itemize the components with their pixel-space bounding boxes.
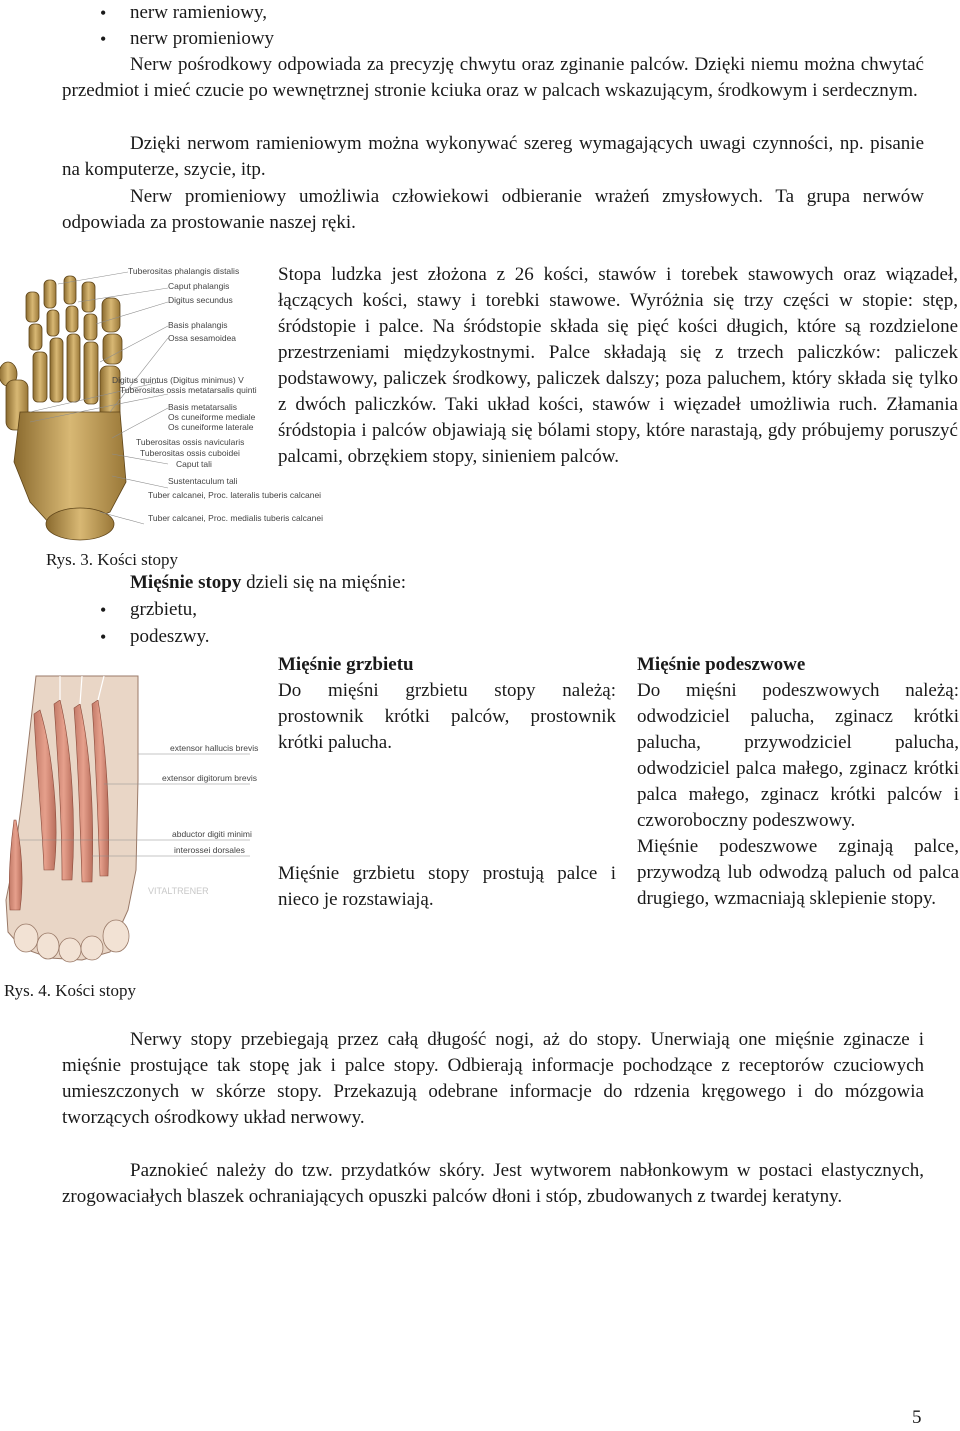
bone-label: Os cuneiforme laterale — [168, 422, 254, 432]
muscle-label: extensor hallucis brevis — [170, 743, 259, 753]
list-item: • nerw ramieniowy, — [130, 0, 267, 26]
bone-label: Tuberositas ossis navicularis — [136, 437, 245, 447]
plantar-function: Mięśnie podeszwowe zginają palce, przywodzą lub odwodzą paluch od palca drugiego, wzmacniają sklepienie stopy. — [637, 836, 959, 909]
bone-label: Caput phalangis — [168, 281, 230, 291]
dorsal-title: Mięśnie grzbietu — [278, 654, 414, 675]
dorsal-text: Do mięśni grzbietu stopy należą: prostownik krótki palców, prostownik krótki palucha. — [278, 680, 616, 753]
bone-label: Tuber calcanei, Proc. medialis tuberis calcanei — [148, 513, 323, 523]
bone-label: Caput tali — [176, 459, 212, 469]
list-item: • grzbietu, — [130, 597, 197, 623]
bone-label: Ossa sesamoidea — [168, 333, 237, 343]
figure-caption: Rys. 3. Kości stopy — [46, 550, 179, 569]
muscle-label: abductor digiti minimi — [172, 829, 252, 839]
list-item: • podeszwy. — [130, 624, 210, 650]
muscle-label: extensor digitorum brevis — [162, 773, 257, 783]
muscles-intro-bold: Mięśnie stopy — [130, 572, 242, 593]
plantar-muscles-section — [637, 652, 959, 912]
bone-label: Os cuneiforme mediale — [168, 412, 256, 422]
bone-label: Tuberositas ossis cuboidei — [140, 448, 240, 458]
muscle-label: interossei dorsales — [174, 845, 245, 855]
bone-label: Digitus secundus — [168, 295, 233, 305]
bone-label: Digitus quintus (Digitus minimus) V — [112, 375, 244, 385]
paragraph-radial-nerve: Dzięki nerwom ramieniowym można wykonywać szereg wymagających uwagi czynności, np. pisanie na komputerze, szycie, itp. — [62, 133, 924, 180]
dorsal-function: Mięśnie grzbietu stopy prostują palce i nieco je rozstawiają. — [278, 863, 616, 910]
paragraph-nail: Paznokieć należy do tzw. przydatków skóry. Jest wytworem nabłonkowym w postaci elastycznych, zrogowaciałych blaszek ochraniających opuszki palców dłoni i stóp, zbudowanych z twardej keratyny. — [62, 1160, 924, 1207]
plantar-title: Mięśnie podeszwowe — [637, 654, 806, 675]
paragraph-foot-bones: Stopa ludzka jest złożona z 26 kości, stawów i torebek stawowych oraz wiązadeł, łączących kości, stawy i torebki stawowe. Wyróżnia się trzy części w stopie: stęp, śródstopie i palce. Na śródstopie składa się pięć kości długich, które są rozdzielone przestrzeniami międzykostnymi. Palce składają się z trzech paliczków: paliczek podstawowy, paliczek środkowy, paliczek dalszy; poza paluchem, który składa się tylko z dwóch paliczków. Taki układ kości, stawów i więzadeł umożliwia ruch. Złamania śródstopia i palców objawiają się bólami stopy, które narastają, gdy próbujemy poruszyć palcami, obrzękiem stopy, sinieniem palców. — [278, 264, 958, 467]
figure-caption: Rys. 4. Kości stopy — [4, 981, 137, 1000]
page-number: 5 — [912, 1407, 922, 1428]
list-item: • nerw promieniowy — [130, 26, 274, 52]
foot-muscles-figure — [0, 670, 259, 970]
muscles-intro-rest: dzieli się na mięśnie: — [241, 572, 406, 593]
plantar-text: Do mięśni podeszwowych należą: odwodziciel palucha, zginacz krótki palucha, przywodziciel palucha, odwodziciel palca małego, zginacz krótki palca małego, zginacz krótki palców i czworoboczny podeszwowy. — [637, 680, 959, 831]
dorsal-muscles-section — [278, 652, 616, 756]
bone-label: Basis phalangis — [168, 320, 228, 330]
bone-label: Tuberositas phalangis distalis — [128, 266, 240, 276]
paragraph-promieniowy: Nerw promieniowy umożliwia człowiekowi odbieranie wrażeń zmysłowych. Ta grupa nerwów odpowiada za prostowanie naszej ręki. — [62, 186, 924, 233]
bone-label: Tuberositas ossis metatarsalis quinti — [120, 385, 257, 395]
paragraph-median-nerve: Nerw pośrodkowy odpowiada za precyzję chwytu oraz zginanie palców. Dzięki niemu można chwytać przedmiot i mieć czucie po wewnętrznej stronie kciuka oraz w palcach wskazującym, środkowym i serdecznym. — [62, 54, 924, 101]
bone-label: Basis metatarsalis — [168, 402, 237, 412]
muscles-intro — [130, 570, 406, 596]
paragraph-nerves: Nerwy stopy przebiegają przez całą długość nogi, aż do stopy. Unerwiają one mięśnie zginacze i mięśnie prostujące tak stopę jak i palce stopy. Odbierają informacje pochodzące z receptorów czuciowych umieszczonych w skórze stopy. Przekazują odebrane informacje do rdzenia kręgowego i do mózgowia tworzących ośrodkowy układ nerwowy. — [62, 1029, 924, 1128]
bone-label: Tuber calcanei, Proc. lateralis tuberis calcanei — [148, 490, 322, 500]
watermark: VITALTRENER — [148, 886, 209, 896]
foot-bones-figure — [0, 262, 323, 542]
bone-label: Sustentaculum tali — [168, 476, 238, 486]
